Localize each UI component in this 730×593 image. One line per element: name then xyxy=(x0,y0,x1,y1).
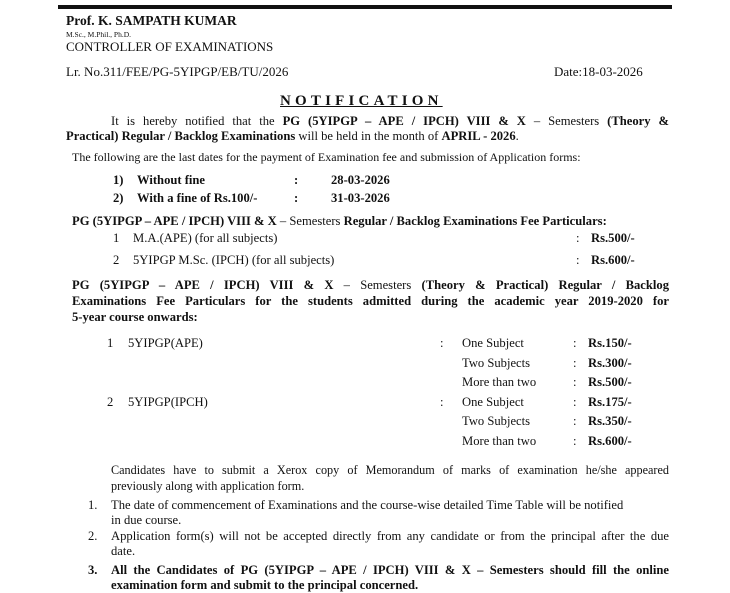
fee-separator: : xyxy=(573,433,577,448)
controller-designation: CONTROLLER OF EXAMINATIONS xyxy=(66,39,274,54)
fee-subjects: One Subject xyxy=(462,394,524,409)
note-number: 2. xyxy=(88,529,98,543)
row-number: 1 xyxy=(113,231,120,245)
fee-subjects: One Subject xyxy=(462,336,524,350)
page-title: NOTIFICATION xyxy=(280,93,443,109)
row-label: 5YIPGP M.Sc. (IPCH) (for all subjects) xyxy=(133,253,335,267)
item-date: 28-03-2026 xyxy=(331,173,390,187)
item-date: 31-03-2026 xyxy=(331,191,390,205)
fee-amount: Rs.500/- xyxy=(588,375,632,389)
item-number: 2) xyxy=(113,191,124,205)
fee-separator: : xyxy=(573,336,577,350)
fee-section-2-line-2: Examinations Fee Particulars for the students admitted during the academic year 2019-2020 for xyxy=(72,294,669,308)
note-line-2: date. xyxy=(111,544,136,558)
item-label: Without fine xyxy=(137,173,205,187)
fee-subjects: More than two xyxy=(462,375,537,389)
fee-subjects: Two Subjects xyxy=(462,355,531,370)
note-line-2: in due course. xyxy=(111,513,182,527)
course-separator: : xyxy=(440,336,444,350)
fee-section-2-line-3: 5-year course onwards: xyxy=(72,310,198,324)
row-fee: Rs.500/- xyxy=(591,231,635,245)
fee-amount: Rs.350/- xyxy=(588,414,632,428)
course-separator: : xyxy=(440,394,444,409)
note-number: 3. xyxy=(88,563,98,577)
row-separator: : xyxy=(576,253,580,267)
fee-separator: : xyxy=(573,414,577,428)
note-line-1: Application form(s) will not be accepted directly from any candidate or from the principal after the due xyxy=(111,529,669,543)
fee-section-1-heading: PG (5YIPGP – APE / IPCH) VIII & X – Semesters Regular / Backlog Examinations Fee Particulars: xyxy=(72,214,607,228)
fee-separator: : xyxy=(573,375,577,389)
fee-subjects: More than two xyxy=(462,433,537,448)
row-separator: : xyxy=(576,231,580,245)
header-rule xyxy=(58,5,672,9)
note-line-1: The date of commencement of Examinations and the course-wise detailed Time Table will be notified xyxy=(111,498,624,512)
fee-section-2-line-1: PG (5YIPGP – APE / IPCH) VIII & X – Semesters (Theory & Practical) Regular / Backlog xyxy=(72,278,669,292)
letter-date: Date:18-03-2026 xyxy=(554,64,643,79)
course-name: 5YIPGP(APE) xyxy=(128,336,203,350)
item-label: With a fine of Rs.100/- xyxy=(137,191,258,205)
fee-amount: Rs.600/- xyxy=(588,433,632,448)
candidates-note-line-2: previously along with application form. xyxy=(111,479,305,493)
item-separator: : xyxy=(294,173,299,187)
controller-name: Prof. K. SAMPATH KUMAR xyxy=(66,13,237,28)
note-line-1: All the Candidates of PG (5YIPGP – APE / IPCH) VIII & X – Semesters should fill the online xyxy=(111,563,669,577)
intro-line-1: It is hereby notified that the PG (5YIPGP – APE / IPCH) VIII & X – Semesters (Theory & xyxy=(111,114,669,128)
row-label: M.A.(APE) (for all subjects) xyxy=(133,231,278,245)
fee-separator: : xyxy=(573,355,577,370)
item-separator: : xyxy=(294,191,299,205)
fee-amount: Rs.300/- xyxy=(588,355,632,370)
last-dates-intro: The following are the last dates for the payment of Examination fee and submission of Application forms: xyxy=(72,150,581,164)
fee-amount: Rs.150/- xyxy=(588,336,632,350)
row-fee: Rs.600/- xyxy=(591,253,635,267)
note-line-2: examination form and submit to the principal concerned. xyxy=(111,578,419,592)
item-number: 1) xyxy=(113,173,124,187)
course-number: 1 xyxy=(107,336,114,350)
intro-line-2: Practical) Regular / Backlog Examinations will be held in the month of APRIL - 2026. xyxy=(66,129,519,143)
course-name: 5YIPGP(IPCH) xyxy=(128,394,208,409)
course-number: 2 xyxy=(107,394,114,409)
row-number: 2 xyxy=(113,253,120,267)
controller-degrees: M.Sc., M.Phil., Ph.D. xyxy=(66,30,132,39)
letter-number: Lr. No.311/FEE/PG-5YIPGP/EB/TU/2026 xyxy=(66,64,289,79)
fee-separator: : xyxy=(573,394,577,409)
fee-subjects: Two Subjects xyxy=(462,414,531,428)
fee-amount: Rs.175/- xyxy=(588,394,632,409)
candidates-note-line-1: Candidates have to submit a Xerox copy of Memorandum of marks of examination he/she appeared xyxy=(111,463,669,477)
note-number: 1. xyxy=(88,498,98,512)
